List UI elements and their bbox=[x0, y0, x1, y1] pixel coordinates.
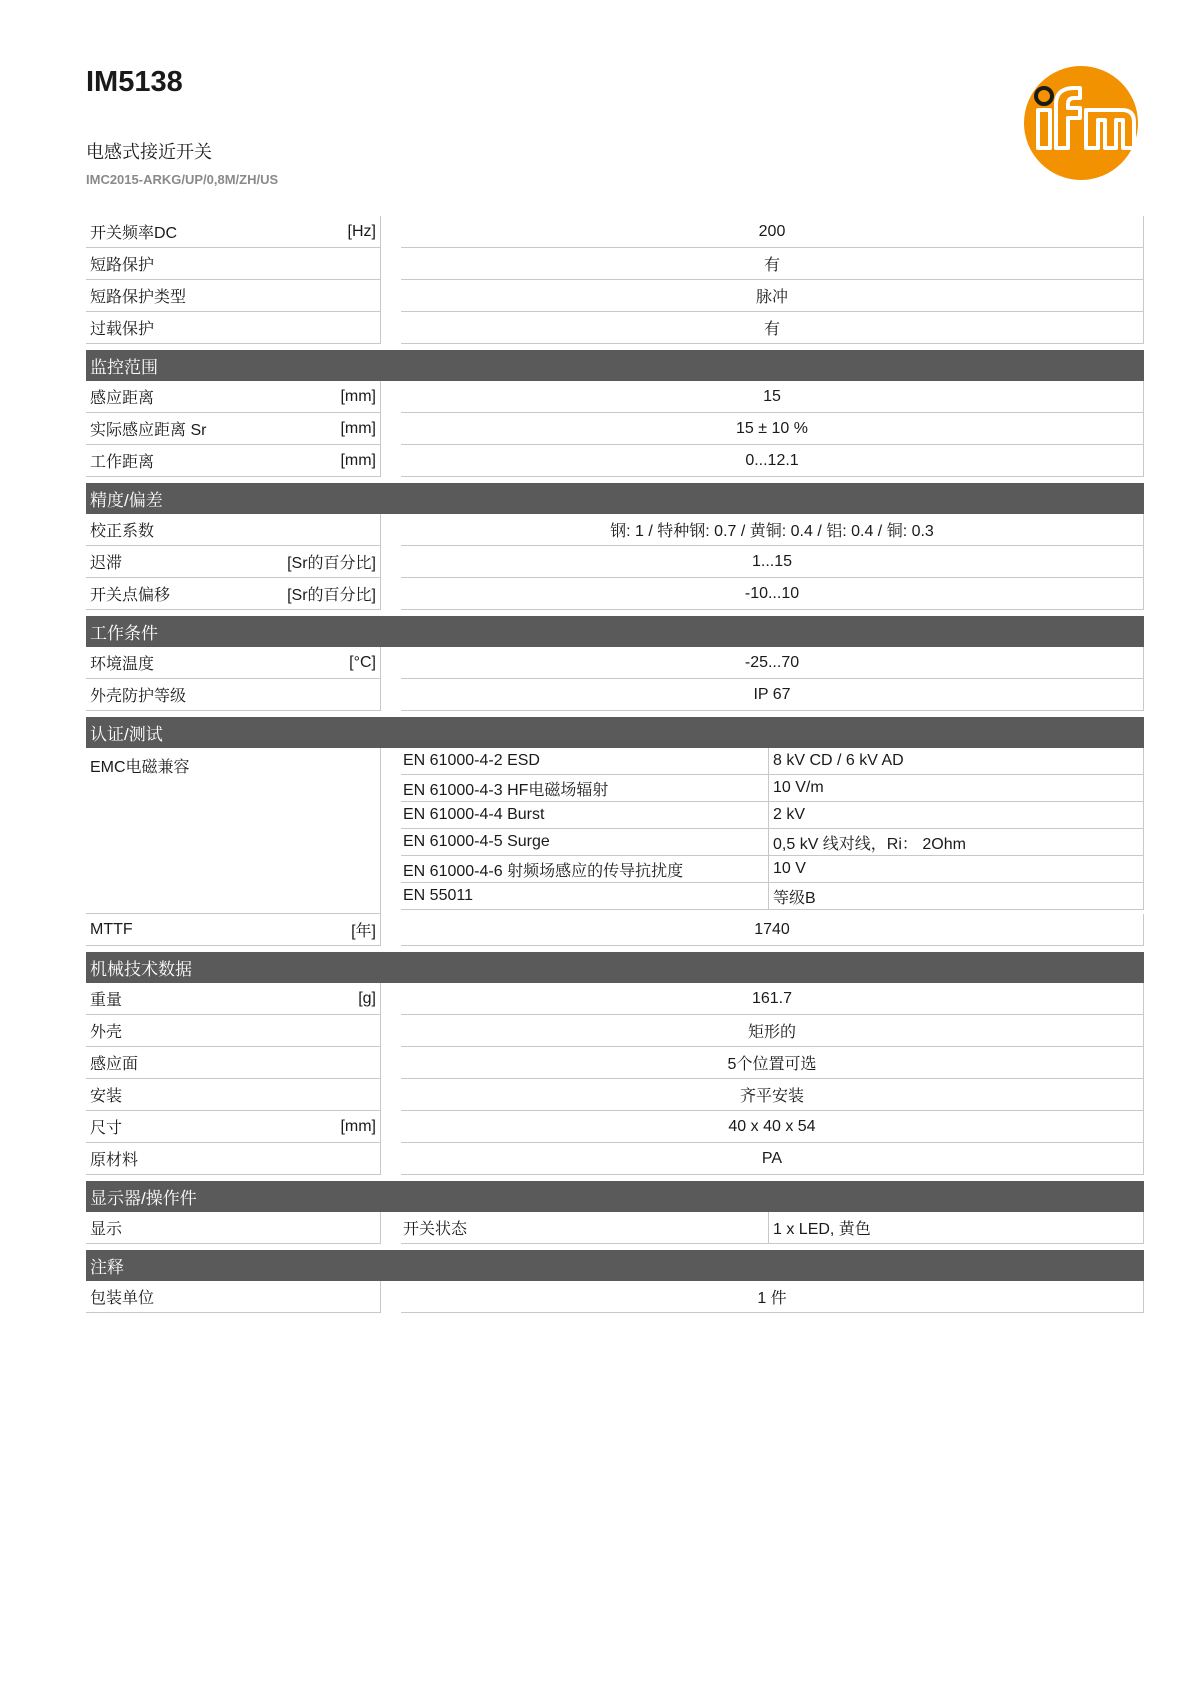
section-header-certification: 认证/测试 bbox=[86, 717, 1144, 748]
row-unit: [°C] bbox=[349, 653, 376, 671]
section-header-monitoring: 监控范围 bbox=[86, 350, 1144, 381]
product-subtitle: 电感式接近开关 bbox=[86, 142, 212, 162]
emc-label: EMC电磁兼容 bbox=[86, 748, 381, 914]
display-item: 开关状态 bbox=[401, 1212, 769, 1244]
row-label: 外壳 bbox=[90, 1024, 123, 1041]
row-unit: [Sr的百分比] bbox=[287, 555, 376, 572]
emc-standard: EN 61000-4-5 Surge bbox=[401, 829, 769, 856]
ifm-logo bbox=[1022, 64, 1140, 182]
display-value: 1 x LED, 黄色 bbox=[769, 1212, 1144, 1244]
row-label: 感应距离 bbox=[90, 390, 155, 407]
row-label: 原材料 bbox=[90, 1152, 139, 1169]
row-label: 短路保护 bbox=[90, 257, 155, 274]
row-unit: [mm] bbox=[340, 1117, 376, 1135]
row-unit: [mm] bbox=[340, 451, 376, 469]
section-header-accuracy: 精度/偏差 bbox=[86, 483, 1144, 514]
table-row bbox=[86, 280, 1144, 312]
table-row bbox=[86, 413, 1144, 445]
emc-standard: EN 61000-4-3 HF电磁场辐射 bbox=[401, 775, 769, 802]
emc-standard: EN 61000-4-2 ESD bbox=[401, 748, 769, 775]
row-unit: [Hz] bbox=[347, 222, 376, 240]
row-value: -25...70 bbox=[401, 647, 1144, 679]
table-row bbox=[86, 578, 1144, 610]
row-value: 40 x 40 x 54 bbox=[401, 1111, 1144, 1143]
table-row bbox=[86, 546, 1144, 578]
emc-value: 0,5 kV 线对线，Ri： 2Ohm bbox=[769, 829, 1144, 856]
table-row bbox=[86, 216, 1144, 248]
table-row bbox=[86, 679, 1144, 711]
row-value: 有 bbox=[401, 248, 1144, 280]
rows-top bbox=[86, 216, 1144, 344]
table-row bbox=[86, 381, 1144, 413]
section-header-mechanical: 机械技术数据 bbox=[86, 952, 1144, 983]
row-label: 显示 bbox=[90, 1221, 123, 1238]
row-value: 1 件 bbox=[401, 1281, 1144, 1313]
table-row bbox=[86, 1079, 1144, 1111]
section-header-operating: 工作条件 bbox=[86, 616, 1144, 647]
logo-text: ifm bbox=[1081, 180, 1083, 181]
table-row bbox=[86, 647, 1144, 679]
row-label: 尺寸 bbox=[90, 1120, 123, 1137]
row-value: 15 bbox=[401, 381, 1144, 413]
row-value: 齐平安装 bbox=[401, 1079, 1144, 1111]
row-unit: [年] bbox=[351, 923, 376, 940]
row-value: -10...10 bbox=[401, 578, 1144, 610]
row-value: 15 ± 10 % bbox=[401, 413, 1144, 445]
row-label: 校正系数 bbox=[90, 523, 155, 540]
row-label: 包装单位 bbox=[90, 1290, 155, 1307]
row-value: 有 bbox=[401, 312, 1144, 344]
table-row bbox=[86, 1281, 1144, 1313]
emc-value: 10 V/m bbox=[769, 775, 1144, 802]
table-row bbox=[86, 914, 1144, 946]
row-value: 161.7 bbox=[401, 983, 1144, 1015]
row-value: 200 bbox=[401, 216, 1144, 248]
section-header-notes: 注释 bbox=[86, 1250, 1144, 1281]
emc-standard: EN 61000-4-4 Burst bbox=[401, 802, 769, 829]
row-value: 矩形的 bbox=[401, 1015, 1144, 1047]
article-code: IMC2015-ARKG/UP/0,8M/ZH/US bbox=[86, 172, 279, 187]
table-row bbox=[86, 983, 1144, 1015]
table-row bbox=[86, 1143, 1144, 1175]
row-label: 过载保护 bbox=[90, 321, 155, 338]
table-row bbox=[86, 1111, 1144, 1143]
row-value: 钢: 1 / 特种钢: 0.7 / 黄铜: 0.4 / 铝: 0.4 / 铜: 0.3 bbox=[401, 514, 1144, 546]
row-label: 迟滞 bbox=[90, 555, 123, 572]
emc-row bbox=[401, 802, 1144, 829]
row-label: 实际感应距离 Sr bbox=[90, 422, 207, 439]
row-value: 1740 bbox=[401, 914, 1144, 946]
table-row bbox=[86, 514, 1144, 546]
table-row bbox=[86, 1212, 1144, 1244]
emc-block bbox=[86, 748, 1144, 914]
row-unit: [Sr的百分比] bbox=[287, 587, 376, 604]
row-label: 短路保护类型 bbox=[90, 289, 187, 306]
emc-value: 10 V bbox=[769, 856, 1144, 883]
emc-value: 2 kV bbox=[769, 802, 1144, 829]
spec-table bbox=[86, 216, 1144, 1313]
emc-standard: EN 61000-4-6 射频场感应的传导抗扰度 bbox=[401, 856, 769, 883]
emc-row bbox=[401, 775, 1144, 802]
row-unit: [g] bbox=[358, 989, 376, 1007]
row-label: MTTF bbox=[90, 920, 133, 938]
row-value: 5个位置可选 bbox=[401, 1047, 1144, 1079]
row-value: 脉冲 bbox=[401, 280, 1144, 312]
table-row bbox=[86, 248, 1144, 280]
row-value: PA bbox=[401, 1143, 1144, 1175]
page-title: IM5138 bbox=[86, 66, 183, 98]
emc-standard: EN 55011 bbox=[401, 883, 769, 910]
row-label: 外壳防护等级 bbox=[90, 688, 187, 705]
row-label: 开关频率DC bbox=[90, 225, 178, 242]
emc-value: 等级B bbox=[769, 883, 1144, 910]
table-row bbox=[86, 445, 1144, 477]
table-row bbox=[86, 312, 1144, 344]
emc-row bbox=[401, 748, 1144, 775]
emc-row bbox=[401, 856, 1144, 883]
row-label: 环境温度 bbox=[90, 656, 155, 673]
row-unit: [mm] bbox=[340, 387, 376, 405]
table-row bbox=[86, 1047, 1144, 1079]
row-value: IP 67 bbox=[401, 679, 1144, 711]
table-row bbox=[86, 1015, 1144, 1047]
row-label: 工作距离 bbox=[90, 454, 155, 471]
emc-row bbox=[401, 829, 1144, 856]
row-label: 安装 bbox=[90, 1088, 123, 1105]
row-value: 1...15 bbox=[401, 546, 1144, 578]
emc-row bbox=[401, 883, 1144, 910]
row-label: 开关点偏移 bbox=[90, 587, 171, 604]
row-unit: [mm] bbox=[340, 419, 376, 437]
row-label: 感应面 bbox=[90, 1056, 139, 1073]
row-value: 0...12.1 bbox=[401, 445, 1144, 477]
section-header-display: 显示器/操作件 bbox=[86, 1181, 1144, 1212]
row-label: 重量 bbox=[90, 992, 123, 1009]
emc-value: 8 kV CD / 6 kV AD bbox=[769, 748, 1144, 775]
